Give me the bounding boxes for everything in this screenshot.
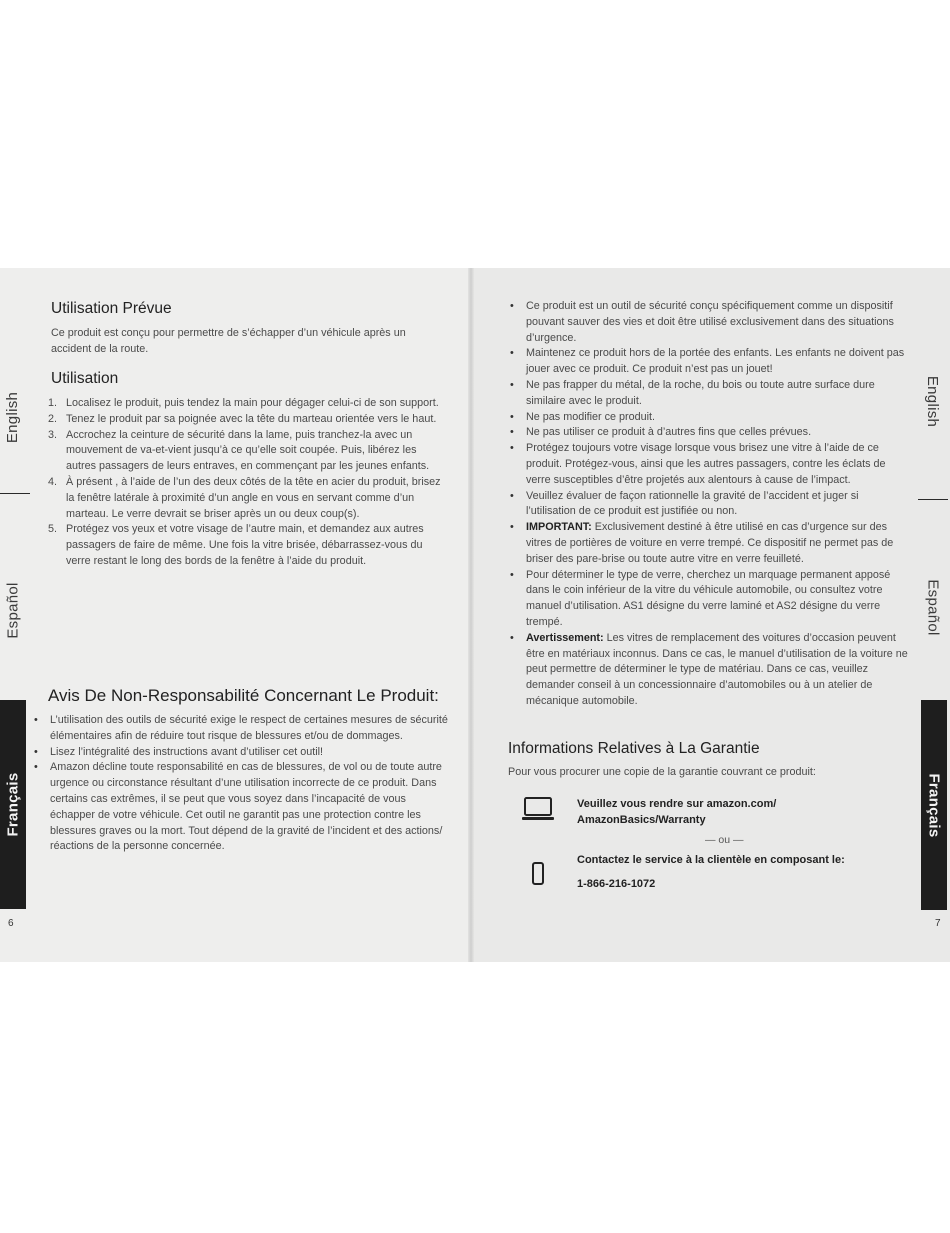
phone-label: Contactez le service à la clientèle en composant le: — [577, 854, 845, 866]
list-item: • Ne pas modifier ce produit. — [508, 410, 908, 426]
list-item: 3. Accrochez la ceinture de sécurité dans la lame, puis tranchez-la avec un mouvement de va-et-vient jusqu’à ce qu’elle soit coupée. Puis, libérez les autres passagers de leurs entraves, en commençant par les jeunes enfants. — [48, 428, 430, 473]
list-item: • Protégez toujours votre visage lorsque vous brisez une vitre à l’aide de ce produit. Protégez-vous, ainsi que les autres passagers, contre les éclats de verre susceptibles d’être projetés aux alentours à cause de l’impact. — [508, 441, 908, 488]
warranty-url-line2[interactable]: AmazonBasics/Warranty — [577, 814, 706, 826]
list-item: • IMPORTANT: Exclusivement destiné à être utilisé en cas d’urgence sur des vitres de portières de voiture en verre trempé. Ce dispositif ne permet pas de briser des pare-brise ou toute autre vitre en verre feuilleté. — [508, 520, 908, 567]
tab-english-left[interactable]: English — [4, 391, 22, 443]
list-item: 2. Tenez le produit par sa poignée avec la tête du marteau orientée vers le haut. — [48, 412, 437, 425]
phone-number[interactable]: 1-866-216-1072 — [577, 878, 656, 890]
phone-icon — [521, 852, 555, 886]
disclaimer-bullets — [32, 713, 450, 855]
warranty-intro: Pour vous procurer une copie de la garantie couvrant ce produit: — [508, 766, 816, 778]
safety-bullets — [508, 299, 908, 710]
laptop-icon — [521, 796, 555, 824]
warranty-url-line1[interactable]: Veuillez vous rendre sur amazon.com/ — [577, 798, 777, 810]
tab-divider — [0, 493, 30, 494]
warranty-phone-contact — [521, 852, 845, 892]
list-item: • Avertissement: Les vitres de remplacement des voitures d’occasion peuvent être en matériaux inconnus. Dans ce cas, le manuel d’utilisation de la voiture ne peut permettre de déterminer le type de matériau. Dans ce cas, veuillez demander conseil à un concessionnaire d’automobiles ou à un atelier de mécanique automobile. — [508, 631, 908, 710]
warranty-web-contact — [521, 796, 776, 828]
page-number-right: 7 — [935, 918, 941, 929]
warranty-title: Informations Relatives à La Garantie — [508, 740, 760, 757]
tab-english-right[interactable]: English — [924, 375, 942, 427]
list-item: • Veuillez évaluer de façon rationnelle la gravité de l’accident et juger si l’utilisation de ce produit est justifiée ou non. — [508, 489, 908, 521]
list-item: 1. Localisez le produit, puis tendez la main pour dégager celui-ci de son support. — [48, 397, 439, 409]
page-number-left: 6 — [8, 918, 14, 929]
list-item: 4. À présent , à l’aide de l’un des deux côtés de la tête en acier du produit, brisez la fenêtre latérale à proximité d’un angle en vous en servant comme d’un marteau. Le verre devrait se briser après un ou deux coup(s). — [48, 475, 441, 520]
list-item: • Amazon décline toute responsabilité en cas de blessures, de vol ou de toute autre urgence ou circonstance résultant d’une utilisation incorrecte de ce produit. Dans certains cas extrêmes, il se peut que vous soyez dans l’incapacité de vous échapper de votre véhicule. Cet outil ne garantit pas une protection contre les blessures graves ou la mort. Tout dépend de la gravité de l’incident et des actions/ réactions de la personne concernée. — [32, 760, 450, 855]
list-item: • Maintenez ce produit hors de la portée des enfants. Les enfants ne doivent pas jouer avec ce produit. Ce produit n’est pas un jouet! — [508, 346, 908, 378]
list-item: • Ce produit est un outil de sécurité conçu spécifiquement comme un dispositif pouvant sauver des vies et doit être utilisé exclusivement dans des situations d’urgence. — [508, 299, 908, 346]
tab-espanol-left[interactable]: Español — [4, 581, 22, 639]
usage-title: Utilisation — [51, 370, 119, 387]
tab-francais-left[interactable]: Français — [0, 700, 26, 909]
intended-use-title: Utilisation Prévue — [51, 300, 172, 317]
tab-divider — [918, 499, 948, 500]
list-item: • Pour déterminer le type de verre, cherchez un marquage permanent apposé dans le coin inférieur de la vitre du véhicule automobile, ou consultez votre manuel d’utilisation. AS1 désigne du verre laminé et AS2 désigne du verre trempé. — [508, 568, 908, 631]
or-separator: — ou — — [705, 834, 744, 846]
intended-use-text: Ce produit est conçu pour permettre de s’échapper d’un véhicule après un accident de la route. — [51, 327, 406, 355]
list-item: • Ne pas frapper du métal, de la roche, du bois ou toute autre surface dure similaire avec le produit. — [508, 378, 908, 410]
book-gutter — [468, 268, 474, 962]
tab-espanol-right[interactable]: Español — [924, 578, 942, 636]
usage-steps — [48, 396, 448, 570]
disclaimer-title: Avis De Non-Responsabilité Concernant Le Produit: — [48, 686, 439, 705]
list-item: • Ne pas utiliser ce produit à d’autres fins que celles prévues. — [508, 425, 908, 441]
list-item: • Lisez l’intégralité des instructions avant d’utiliser cet outil! — [32, 745, 450, 761]
list-item: • L’utilisation des outils de sécurité exige le respect de certaines mesures de sécurité élémentaires afin de réduire tout risque de blessures et/ou de dommages. — [32, 713, 450, 745]
tab-francais-right[interactable]: Français — [921, 700, 947, 910]
list-item: 5. Protégez vos yeux et votre visage de l’autre main, et demandez aux autres passagers de faire de même. Une fois la vitre brisée, débarrassez-vous du verre restant le long des bords de la fenêtre à l’aide du produit. — [48, 523, 424, 567]
